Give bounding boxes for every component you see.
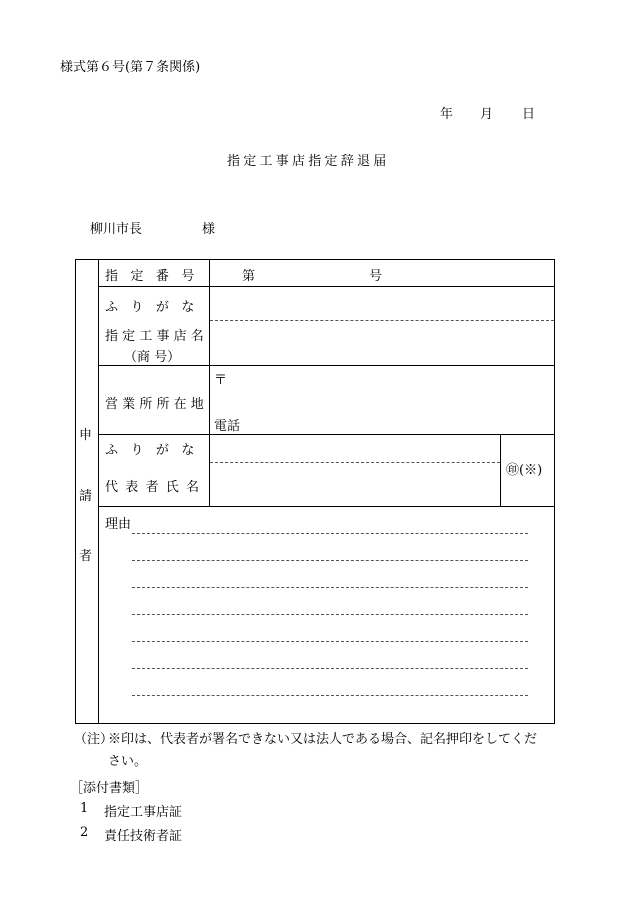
addressee-honorific: 様: [202, 222, 216, 237]
attachment-item: 責任技術者証: [104, 829, 183, 844]
form-number: 様式第６号(第７条関係): [60, 60, 201, 75]
page-title: 指定工事店指定辞退届: [227, 154, 390, 169]
note-prefix: （注）: [74, 732, 114, 747]
reason-label: 理由: [105, 517, 132, 532]
attachments-heading: ［添付書類］: [70, 781, 149, 796]
applicant-label-1: 申: [79, 428, 93, 443]
shop-name-sub-label: （商 号）: [124, 350, 181, 365]
applicant-label-3: 者: [79, 549, 93, 564]
note-line-2: さい。: [108, 754, 148, 769]
attachment-item: 指定工事店証: [104, 805, 183, 820]
applicant-label-2: 請: [79, 489, 93, 504]
seal-mark: ㊞(※): [506, 463, 543, 478]
date-day-label: 日: [522, 107, 536, 122]
shop-name-label: 指定工事店名: [105, 329, 208, 344]
designation-number-label: 指 定 番 号: [105, 269, 199, 284]
address-label: 営業所所在地: [105, 397, 208, 412]
note-line-1: ※印は、代表者が署名できない又は法人である場合、記名押印をしてくだ: [108, 732, 538, 747]
phone-label: 電話: [214, 419, 241, 434]
designation-number-prefix: 第: [242, 269, 256, 284]
designation-number-suffix: 号: [369, 269, 383, 284]
postal-mark: 〒: [214, 373, 228, 388]
furigana-rep-label: ふ り が な: [105, 443, 199, 458]
attachment-number: 1: [80, 801, 89, 816]
attachment-number: 2: [80, 825, 89, 840]
addressee-name: 柳川市長: [90, 222, 143, 237]
rep-name-label: 代 表 者 氏 名: [105, 480, 201, 495]
date-month-label: 月: [480, 107, 494, 122]
furigana-shop-label: ふ り が な: [105, 300, 199, 315]
date-year-label: 年: [440, 107, 454, 122]
